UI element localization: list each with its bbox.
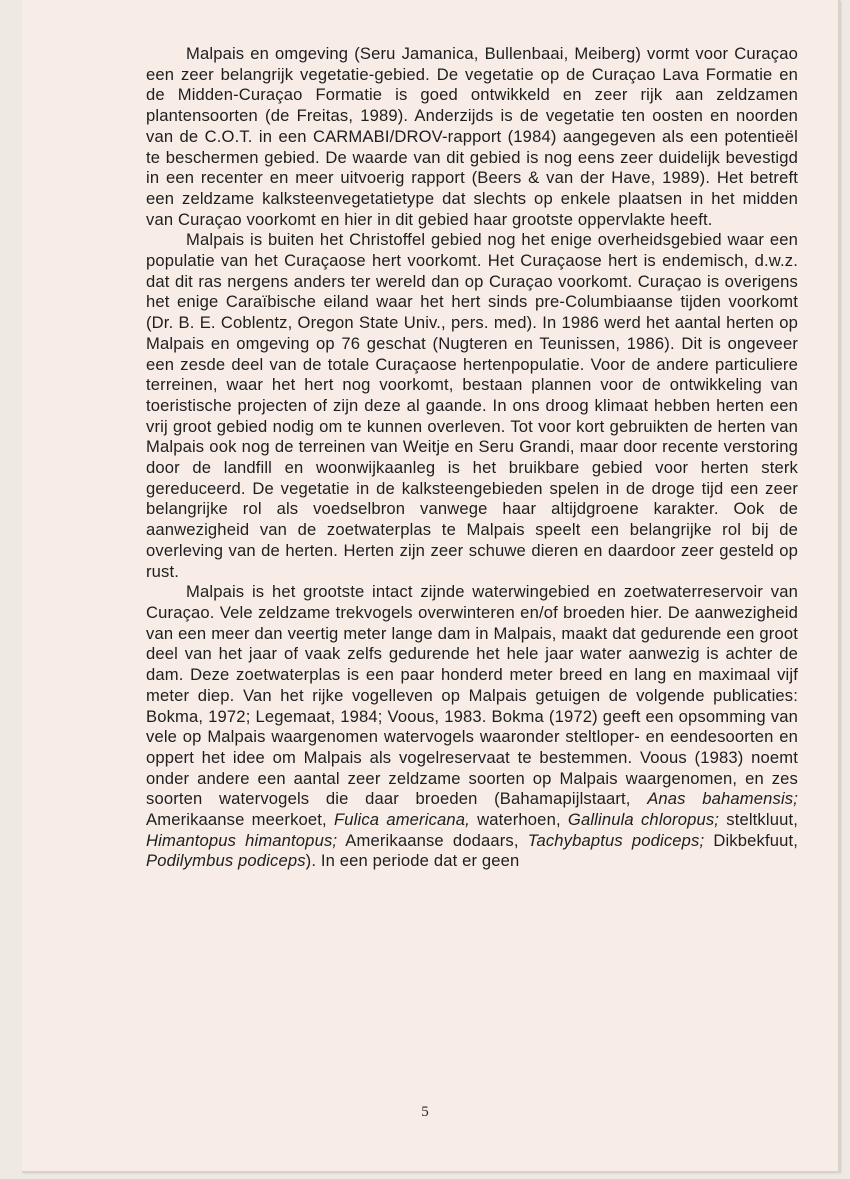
paragraph-text: Dikbekfuut, [704,830,799,850]
species-name: Gallinula chloropus; [567,810,720,830]
page-edge [22,1171,840,1173]
species-name: Anas bahamensis; [647,789,798,809]
paragraph-text: waterhoen, [469,810,568,830]
paragraph-text: Malpais is het grootste intact zijnde waterwingebied en zoetwaterreservoir van Curaçao. Vele zeldzame trekvogels overwinteren en/of broeden hier. De aanwezigheid van een meer dan veertig meter lange dam in Malpais, maakt dat gedurende een groot deel van het jaar of vaak zelfs gedurende het hele jaar water aanwezig is achter de dam. Deze zoetwaterplas is een paar honderd meter breed en lang en maximaal vijf meter diep. Van het rijke vogelleven op Malpais getuigen de volgende publicaties: Bokma, 1972; Legemaat, 1984; Voous, 1983. Bokma (1972) geeft een opsomming van vele op Malpais waargenomen watervogels waaronder steltloper- en eendesoorten en oppert het idee om Malpais als vogelreservaat te bestemmen. Voous (1983) noemt onder andere een aantal zeer zeldzame soorten op Malpais waargenomen, en zes soorten watervogels die daar broeden (Bahamapijlstaart, [146,582,798,809]
species-name: Himantopus himantopus; [146,830,338,850]
paragraph-text: Amerikaanse dodaars, [337,830,528,850]
paragraph-text: steltkluut, [719,810,798,830]
paragraph: Malpais en omgeving (Seru Jamanica, Bullenbaai, Meiberg) vormt voor Curaçao een zeer belangrijk vegetatie-gebied. De vegetatie op de Curaçao Lava Formatie en de Midden-Curaçao Formatie is goed ontwikkeld en zeer rijk aan zeldzamen plantensoorten (de Freitas, 1989). Anderzijds is de vegetatie ten oosten en noorden van de C.O.T. in een CARMABI/DROV-rapport (1984) aangegeven als een potentieël te beschermen gebied. De waarde van dit gebied is nog eens zeer duidelijk bevestigd in een recenter en meer uitvoerig rapport (Beers & van der Have, 1989). Het betreft een zeldzame kalksteenvegetatietype dat slechts op enkele plaatsen in het midden van Curaçao voorkomt en hier in dit gebied haar grootste oppervlakte heeft. [146,44,798,229]
paragraph: Malpais is buiten het Christoffel gebied nog het enige overheidsgebied waar een populatie van het Curaçaose hert voorkomt. Het Curaçaose hert is endemisch, d.w.z. dat dit ras nergens anders ter wereld dan op Curaçao voorkomt. Curaçao is overigens het enige Caraïbische eiland waar het hert sinds pre-Columbiaanse tijden voorkomt (Dr. B. E. Coblentz, Oregon State Univ., pers. med). In 1986 werd het aantal herten op Malpais en omgeving op 76 geschat (Nugteren en Teunissen, 1986). Dit is ongeveer een zesde deel van de totale Curaçaose hertenpopulatie. Voor de andere particuliere terreinen, waar het hert nog voorkomt, bestaan plannen voor de ontwikkeling van toeristische projecten of zijn deze al gaande. In ons droog klimaat hebben herten een vrij groot gebied nodig om te kunnen overleven. Tot voor kort gebruikten de herten van Malpais ook nog de terreinen van Weitje en Seru Grandi, maar door recente verstoring door de landfill en woonwijkaanleg is het bruikbare gebied voor herten sterk gereduceerd. De vegetatie in de kalksteengebieden spelen in de droge tijd een zeer belangrijke rol als voedselbron vanwege haar altijdgroene karakter. Ook de aanwezigheid van de zoetwaterplas te Malpais speelt een belangrijke rol bij de overleving van de herten. Herten zijn zeer schuwe dieren en daardoor zeer gesteld op rust. [146,230,798,581]
page-edge [838,0,840,1172]
species-name: Fulica americana, [333,810,470,830]
paragraph-text: Amerikaanse meerkoet, [146,810,334,830]
paragraph [146,582,798,872]
species-name: Podilymbus podiceps [146,851,306,871]
paragraph-text: ). In een periode dat er geen [305,851,520,871]
page-number: 5 [421,1104,429,1120]
species-name: Tachybaptus podiceps; [527,830,705,850]
body-text [146,44,798,872]
